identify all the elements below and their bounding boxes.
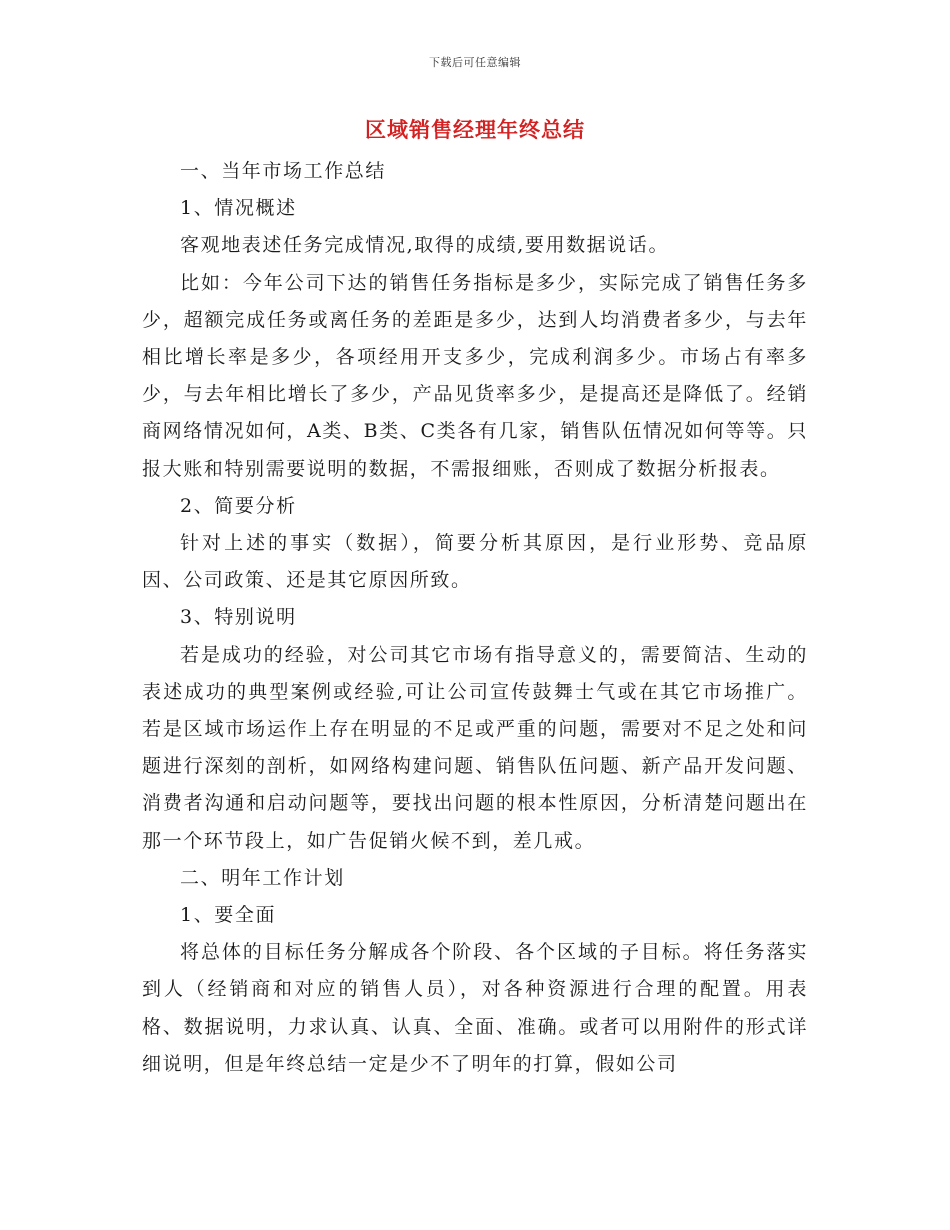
subheading-overview: 1、情况概述 — [180, 197, 297, 220]
header-note: 下载后可任意编辑 — [429, 56, 521, 69]
paragraph-special-notes: 若是成功的经验，对公司其它市场有指导意义的，需要简洁、生动的表述成功的典型案例或经验,可让公司宣传鼓舞士气或在其它市场推广。若是区域市场运作上存在明显的不足或严重的问题，需要对不足之处和问题进行深刻的剖析，如网络构建问题、销售队伍问题、新产品开发问题、消费者沟通和启动问题等，要找出问题的根本性原因，分析清楚问题出在那一个环节段上，如广告促销火候不到，差几戒。 — [142, 643, 808, 852]
paragraph-overview-example: 比如：今年公司下达的销售任务指标是多少，实际完成了销售任务多少，超额完成任务或离任务的差距是多少，达到人均消费者多少，与去年相比增长率是多少，各项经用开支多少，完成利润多少。市场占有率多少，与去年相比增长了多少，产品见货率多少，是提高还是降低了。经销商网络情况如何，A类、B类、C类各有几家，销售队伍情况如何等等。只报大账和特别需要说明的数据，不需报细账，否则成了数据分析报表。 — [142, 271, 808, 480]
section-heading-next-year: 二、明年工作计划 — [180, 866, 345, 889]
subheading-special-notes: 3、特别说明 — [180, 606, 297, 629]
subheading-comprehensive: 1、要全面 — [180, 904, 277, 927]
section-heading-current-year: 一、当年市场工作总结 — [180, 160, 387, 182]
document-title: 区域销售经理年终总结 — [365, 117, 585, 142]
paragraph-brief-analysis: 针对上述的事实（数据），简要分析其原因，是行业形势、竞品原因、公司政策、还是其它原因所致。 — [142, 532, 808, 592]
subheading-brief-analysis: 2、简要分析 — [180, 494, 297, 517]
paragraph-comprehensive: 将总体的目标任务分解成各个阶段、各个区域的子目标。将任务落实到人（经销商和对应的销售人员），对各种资源进行合理的配置。用表格、数据说明，力求认真、认真、全面、准确。或者可以用附件的形式详细说明，但是年终总结一定是少不了明年的打算，假如公司 — [142, 941, 808, 1075]
paragraph-overview-intro: 客观地表述任务完成情况,取得的成绩,要用数据说话。 — [180, 234, 670, 257]
document-body — [142, 153, 808, 1083]
